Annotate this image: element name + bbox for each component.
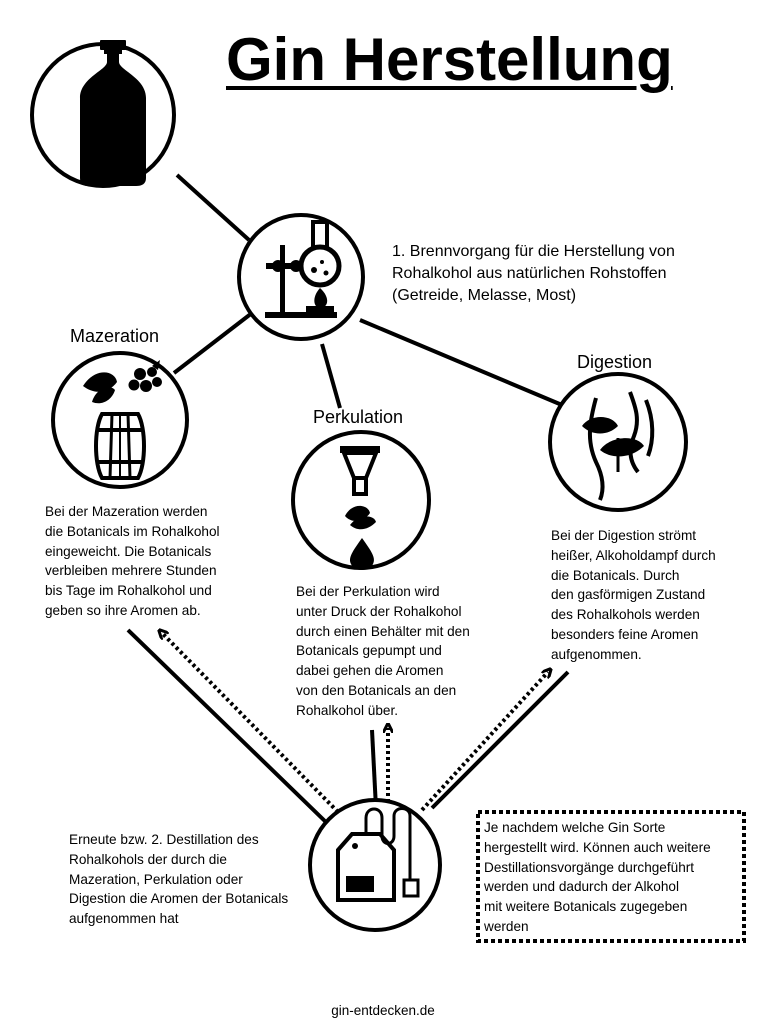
note-line: Je nachdem welche Gin Sorte (484, 820, 666, 835)
step1-text (392, 241, 675, 307)
distillation-line: Digestion die Aromen der Botanicals (69, 891, 289, 907)
distillation-line: aufgenommen hat (69, 911, 179, 927)
perkulation-heading: Perkulation (313, 407, 404, 427)
connector-perkulation (322, 344, 340, 408)
step1-line: Rohalkohol aus natürlichen Rohstoffen (392, 265, 667, 282)
return-line-perkulation (372, 730, 376, 808)
connector-bottle (177, 175, 249, 240)
note-line: werden (484, 918, 529, 934)
perkulation-text (296, 582, 470, 721)
mazeration-line: verbleiben mehrere Stunden (45, 563, 217, 579)
perkulation-line: unter Druck der Rohalkohol (296, 603, 462, 619)
mazeration-line: bis Tage im Rohalkohol und (45, 583, 212, 599)
digestion-text (551, 526, 716, 665)
perkulation-line: von den Botanicals an den (296, 682, 457, 698)
footer-url[interactable]: gin-entdecken.de (331, 1003, 435, 1018)
mazeration-line: geben so ihre Aromen ab. (45, 602, 201, 618)
digestion-line: besonders feine Aromen (551, 626, 699, 642)
note-line: werden und dadurch der Alkohol (484, 879, 679, 895)
distillation-line: Erneute bzw. 2. Destillation des (69, 832, 259, 847)
digestion-line: aufgenommen. (551, 646, 642, 662)
mazeration-text (45, 502, 220, 621)
note-text (484, 818, 711, 937)
mazeration-line: eingeweicht. Die Botanicals (45, 543, 212, 559)
distillation-line: Mazeration, Perkulation oder (69, 871, 243, 887)
note-line: hergestellt wird. Können auch weitere (484, 839, 711, 855)
mazeration-line: die Botanicals im Rohalkohol (45, 523, 220, 539)
distillation-text (69, 830, 288, 929)
perkulation-line: durch einen Behälter mit den (296, 623, 470, 639)
perkulation-line: Rohalkohol über. (296, 702, 399, 718)
note-line: Destillationsvorgänge durchgeführt (484, 859, 695, 875)
step1-line: (Getreide, Melasse, Most) (392, 287, 577, 304)
circle-flask (239, 215, 363, 339)
digestion-line: des Rohalkohols werden (551, 607, 700, 623)
digestion-line: Bei der Digestion strömt (551, 528, 697, 543)
perkulation-line: dabei gehen die Aromen (296, 663, 444, 679)
perkulation-line: Bei der Perkulation wird (296, 584, 440, 599)
mazeration-line: Bei der Mazeration werden (45, 504, 208, 519)
digestion-line: den gasförmigen Zustand (551, 587, 706, 603)
page-title: Gin Herstellung (226, 26, 673, 93)
note-line: mit weitere Botanicals zugegeben (484, 899, 688, 915)
digestion-line: heißer, Alkoholdampf durch (551, 547, 716, 563)
digestion-line: die Botanicals. Durch (551, 567, 680, 583)
connector-digestion (360, 320, 562, 405)
perkulation-line: Botanicals gepumpt und (296, 643, 442, 659)
step1-line: 1. Brennvorgang für die Herstellung von (392, 243, 675, 260)
distillation-line: Rohalkohols der durch die (69, 851, 227, 867)
mazeration-heading: Mazeration (70, 326, 160, 346)
digestion-heading: Digestion (577, 352, 653, 372)
connector-mazeration (174, 313, 252, 373)
